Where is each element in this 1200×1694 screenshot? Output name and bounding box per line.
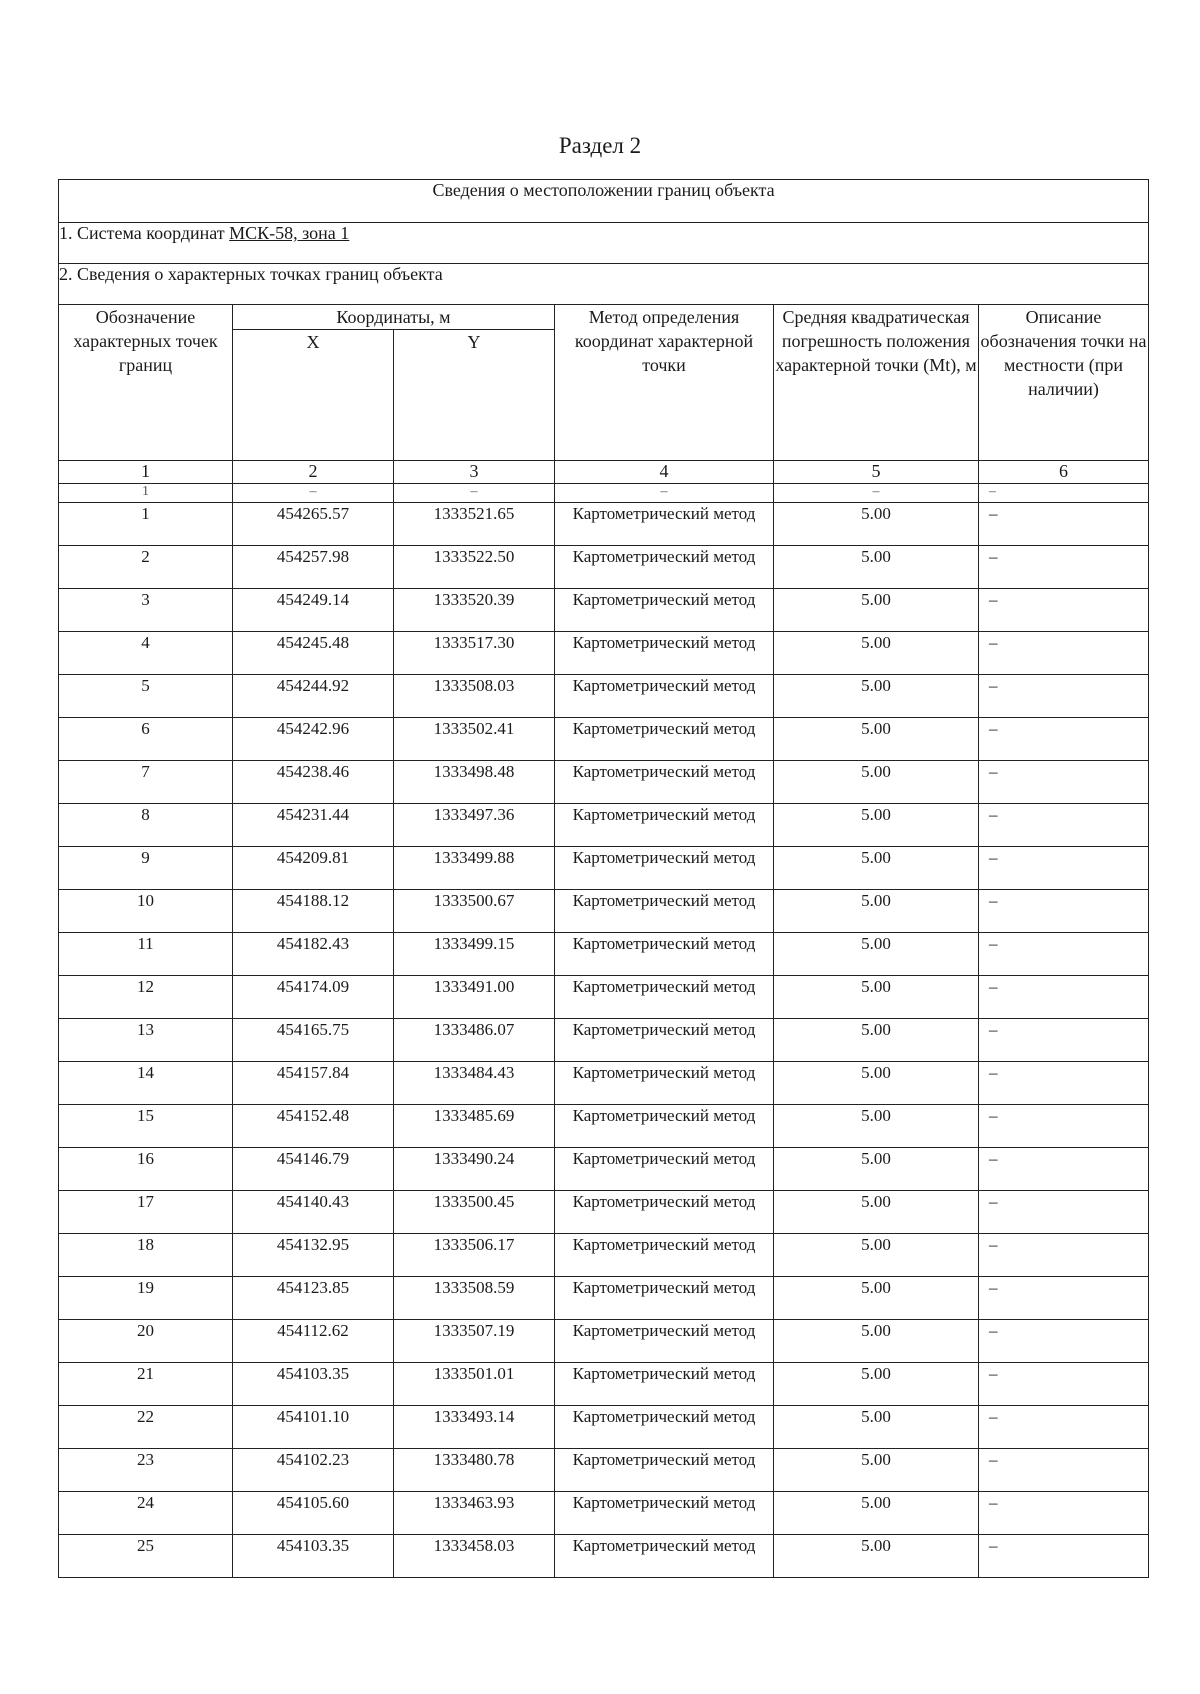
table-row bbox=[59, 632, 1149, 675]
cell-description: – bbox=[979, 1492, 1149, 1535]
cell-error: 5.00 bbox=[774, 890, 979, 933]
cell-error: 5.00 bbox=[774, 1449, 979, 1492]
table-row bbox=[59, 546, 1149, 589]
coordinate-system-value: МСК-58, зона 1 bbox=[229, 223, 350, 243]
cell-description: – bbox=[979, 1234, 1149, 1277]
cell-x: 454249.14 bbox=[233, 589, 394, 632]
cell-point: 13 bbox=[59, 1019, 233, 1062]
section-title: Раздел 2 bbox=[558, 133, 642, 158]
table-row bbox=[59, 1492, 1149, 1535]
table-row bbox=[59, 1406, 1149, 1449]
cell-point: 2 bbox=[59, 546, 233, 589]
cell-error: 5.00 bbox=[774, 632, 979, 675]
cell-y: 1333497.36 bbox=[394, 804, 555, 847]
cell-point: 18 bbox=[59, 1234, 233, 1277]
cell-y: 1333521.65 bbox=[394, 503, 555, 546]
cell-description: – bbox=[979, 1277, 1149, 1320]
column-number: 6 bbox=[979, 461, 1149, 484]
cell-description: – bbox=[979, 847, 1149, 890]
table-row bbox=[59, 1019, 1149, 1062]
cell-method: Картометрический метод bbox=[555, 1320, 774, 1363]
cell-method: Картометрический метод bbox=[555, 847, 774, 890]
cell-description: – bbox=[979, 933, 1149, 976]
table-row bbox=[59, 1535, 1149, 1578]
cell-x: 454174.09 bbox=[233, 976, 394, 1019]
cell-point: 1 bbox=[59, 503, 233, 546]
header-row-top bbox=[59, 305, 1149, 330]
column-number: 2 bbox=[233, 461, 394, 484]
column-number: 3 bbox=[394, 461, 555, 484]
cell-y: 1333517.30 bbox=[394, 632, 555, 675]
cell-x: 454102.23 bbox=[233, 1449, 394, 1492]
cell-x: 454245.48 bbox=[233, 632, 394, 675]
cell-method: Картометрический метод bbox=[555, 1406, 774, 1449]
cell-y: 1333493.14 bbox=[394, 1406, 555, 1449]
cell-point: 24 bbox=[59, 1492, 233, 1535]
cell-y: 1333520.39 bbox=[394, 589, 555, 632]
header-method: Метод определения координат характерной точки bbox=[555, 305, 774, 461]
table-title: Сведения о местоположении границ объекта bbox=[59, 180, 1149, 223]
cell-point: 17 bbox=[59, 1191, 233, 1234]
cell-y: 1333501.01 bbox=[394, 1363, 555, 1406]
cell-description: – bbox=[979, 1363, 1149, 1406]
cell-y: 1333502.41 bbox=[394, 718, 555, 761]
header-coords: Координаты, м bbox=[233, 305, 555, 330]
header-x: X bbox=[233, 330, 394, 461]
cell-point: 14 bbox=[59, 1062, 233, 1105]
table-row bbox=[59, 718, 1149, 761]
dash-cell: – bbox=[394, 484, 555, 503]
cell-method: Картометрический метод bbox=[555, 718, 774, 761]
cell-y: 1333500.45 bbox=[394, 1191, 555, 1234]
cell-description: – bbox=[979, 718, 1149, 761]
cell-point: 9 bbox=[59, 847, 233, 890]
table-row bbox=[59, 804, 1149, 847]
cell-point: 22 bbox=[59, 1406, 233, 1449]
cell-point: 5 bbox=[59, 675, 233, 718]
cell-error: 5.00 bbox=[774, 1105, 979, 1148]
cell-description: – bbox=[979, 1320, 1149, 1363]
cell-point: 20 bbox=[59, 1320, 233, 1363]
table-row bbox=[59, 761, 1149, 804]
cell-y: 1333499.88 bbox=[394, 847, 555, 890]
cell-point: 3 bbox=[59, 589, 233, 632]
cell-x: 454132.95 bbox=[233, 1234, 394, 1277]
cell-method: Картометрический метод bbox=[555, 1277, 774, 1320]
cell-method: Картометрический метод bbox=[555, 890, 774, 933]
table-row bbox=[59, 675, 1149, 718]
points-title-row bbox=[59, 264, 1149, 305]
cell-x: 454265.57 bbox=[233, 503, 394, 546]
table-row bbox=[59, 1105, 1149, 1148]
cell-point: 10 bbox=[59, 890, 233, 933]
cell-method: Картометрический метод bbox=[555, 1492, 774, 1535]
header-error: Средняя квадратическая погрешность положения характерной точки (Mt), м bbox=[774, 305, 979, 461]
cell-x: 454103.35 bbox=[233, 1535, 394, 1578]
column-number: 5 bbox=[774, 461, 979, 484]
cell-x: 454157.84 bbox=[233, 1062, 394, 1105]
table-row bbox=[59, 976, 1149, 1019]
boundary-points-table bbox=[58, 179, 1149, 1578]
cell-method: Картометрический метод bbox=[555, 804, 774, 847]
cell-description: – bbox=[979, 1148, 1149, 1191]
coordinate-system-row bbox=[59, 223, 1149, 264]
cell-description: – bbox=[979, 546, 1149, 589]
dash-cell: – bbox=[774, 484, 979, 503]
dash-cell: – bbox=[979, 484, 1149, 503]
cell-point: 4 bbox=[59, 632, 233, 675]
cell-method: Картометрический метод bbox=[555, 1363, 774, 1406]
cell-error: 5.00 bbox=[774, 1535, 979, 1578]
cell-description: – bbox=[979, 1019, 1149, 1062]
cell-method: Картометрический метод bbox=[555, 1449, 774, 1492]
cell-error: 5.00 bbox=[774, 1406, 979, 1449]
cell-method: Картометрический метод bbox=[555, 675, 774, 718]
cell-point: 21 bbox=[59, 1363, 233, 1406]
cell-description: – bbox=[979, 1406, 1149, 1449]
cell-x: 454238.46 bbox=[233, 761, 394, 804]
cell-method: Картометрический метод bbox=[555, 632, 774, 675]
cell-x: 454188.12 bbox=[233, 890, 394, 933]
header-description: Описание обозначения точки на местности (при наличии) bbox=[979, 305, 1149, 461]
cell-method: Картометрический метод bbox=[555, 546, 774, 589]
cell-y: 1333490.24 bbox=[394, 1148, 555, 1191]
cell-y: 1333500.67 bbox=[394, 890, 555, 933]
cell-error: 5.00 bbox=[774, 976, 979, 1019]
cell-point: 12 bbox=[59, 976, 233, 1019]
cell-y: 1333484.43 bbox=[394, 1062, 555, 1105]
cell-x: 454101.10 bbox=[233, 1406, 394, 1449]
cell-error: 5.00 bbox=[774, 1148, 979, 1191]
cell-method: Картометрический метод bbox=[555, 1105, 774, 1148]
cell-method: Картометрический метод bbox=[555, 761, 774, 804]
cell-y: 1333508.59 bbox=[394, 1277, 555, 1320]
cell-error: 5.00 bbox=[774, 761, 979, 804]
cell-point: 7 bbox=[59, 761, 233, 804]
cell-error: 5.00 bbox=[774, 1191, 979, 1234]
cell-error: 5.00 bbox=[774, 1363, 979, 1406]
table-row bbox=[59, 1449, 1149, 1492]
cell-description: – bbox=[979, 1105, 1149, 1148]
cell-x: 454209.81 bbox=[233, 847, 394, 890]
cell-method: Картометрический метод bbox=[555, 1535, 774, 1578]
header-y: Y bbox=[394, 330, 555, 461]
cell-error: 5.00 bbox=[774, 1234, 979, 1277]
cell-error: 5.00 bbox=[774, 804, 979, 847]
table-row bbox=[59, 1234, 1149, 1277]
cell-method: Картометрический метод bbox=[555, 976, 774, 1019]
points-title: 2. Сведения о характерных точках границ объекта bbox=[59, 264, 1149, 305]
cell-x: 454146.79 bbox=[233, 1148, 394, 1191]
cell-point: 23 bbox=[59, 1449, 233, 1492]
coordinate-system bbox=[59, 223, 1149, 264]
table-row bbox=[59, 1277, 1149, 1320]
cell-description: – bbox=[979, 1062, 1149, 1105]
table-row bbox=[59, 1191, 1149, 1234]
dash-cell: 1 bbox=[59, 484, 233, 503]
cell-y: 1333485.69 bbox=[394, 1105, 555, 1148]
cell-x: 454140.43 bbox=[233, 1191, 394, 1234]
cell-y: 1333522.50 bbox=[394, 546, 555, 589]
cell-description: – bbox=[979, 761, 1149, 804]
cell-y: 1333491.00 bbox=[394, 976, 555, 1019]
cell-description: – bbox=[979, 976, 1149, 1019]
cell-method: Картометрический метод bbox=[555, 503, 774, 546]
cell-description: – bbox=[979, 1449, 1149, 1492]
cell-description: – bbox=[979, 1191, 1149, 1234]
cell-y: 1333499.15 bbox=[394, 933, 555, 976]
cell-method: Картометрический метод bbox=[555, 933, 774, 976]
coordinate-system-label: 1. Система координат bbox=[59, 223, 230, 243]
cell-error: 5.00 bbox=[774, 847, 979, 890]
cell-x: 454103.35 bbox=[233, 1363, 394, 1406]
cell-y: 1333498.48 bbox=[394, 761, 555, 804]
cell-x: 454257.98 bbox=[233, 546, 394, 589]
cell-method: Картометрический метод bbox=[555, 1062, 774, 1105]
cell-y: 1333458.03 bbox=[394, 1535, 555, 1578]
cell-y: 1333508.03 bbox=[394, 675, 555, 718]
cell-x: 454112.62 bbox=[233, 1320, 394, 1363]
cell-point: 16 bbox=[59, 1148, 233, 1191]
cell-point: 25 bbox=[59, 1535, 233, 1578]
cell-method: Картометрический метод bbox=[555, 1148, 774, 1191]
cell-point: 15 bbox=[59, 1105, 233, 1148]
table-row bbox=[59, 890, 1149, 933]
header-designation: Обозначение характерных точек границ bbox=[59, 305, 233, 461]
cell-x: 454182.43 bbox=[233, 933, 394, 976]
cell-error: 5.00 bbox=[774, 718, 979, 761]
cell-error: 5.00 bbox=[774, 1019, 979, 1062]
cell-point: 6 bbox=[59, 718, 233, 761]
cell-y: 1333507.19 bbox=[394, 1320, 555, 1363]
table-row bbox=[59, 933, 1149, 976]
cell-x: 454242.96 bbox=[233, 718, 394, 761]
table-row bbox=[59, 503, 1149, 546]
cell-x: 454244.92 bbox=[233, 675, 394, 718]
cell-y: 1333463.93 bbox=[394, 1492, 555, 1535]
column-number: 4 bbox=[555, 461, 774, 484]
cell-point: 8 bbox=[59, 804, 233, 847]
table-row bbox=[59, 847, 1149, 890]
cell-description: – bbox=[979, 675, 1149, 718]
cell-method: Картометрический метод bbox=[555, 589, 774, 632]
cell-method: Картометрический метод bbox=[555, 1191, 774, 1234]
cell-error: 5.00 bbox=[774, 589, 979, 632]
cell-y: 1333506.17 bbox=[394, 1234, 555, 1277]
cell-y: 1333486.07 bbox=[394, 1019, 555, 1062]
cell-error: 5.00 bbox=[774, 1277, 979, 1320]
cell-point: 11 bbox=[59, 933, 233, 976]
cell-x: 454165.75 bbox=[233, 1019, 394, 1062]
cell-error: 5.00 bbox=[774, 1492, 979, 1535]
cell-method: Картометрический метод bbox=[555, 1019, 774, 1062]
cell-error: 5.00 bbox=[774, 675, 979, 718]
cell-description: – bbox=[979, 804, 1149, 847]
column-number: 1 bbox=[59, 461, 233, 484]
table-row bbox=[59, 1062, 1149, 1105]
cell-x: 454105.60 bbox=[233, 1492, 394, 1535]
cell-x: 454123.85 bbox=[233, 1277, 394, 1320]
cell-description: – bbox=[979, 589, 1149, 632]
cell-description: – bbox=[979, 503, 1149, 546]
table-body bbox=[59, 180, 1149, 1578]
cell-error: 5.00 bbox=[774, 933, 979, 976]
cell-description: – bbox=[979, 890, 1149, 933]
dash-cell: – bbox=[555, 484, 774, 503]
table-row bbox=[59, 589, 1149, 632]
column-number-row bbox=[59, 461, 1149, 484]
cell-point: 19 bbox=[59, 1277, 233, 1320]
cell-description: – bbox=[979, 632, 1149, 675]
cell-error: 5.00 bbox=[774, 1320, 979, 1363]
dash-row bbox=[59, 484, 1149, 503]
cell-error: 5.00 bbox=[774, 503, 979, 546]
cell-description: – bbox=[979, 1535, 1149, 1578]
table-row bbox=[59, 1320, 1149, 1363]
cell-y: 1333480.78 bbox=[394, 1449, 555, 1492]
table-title-row bbox=[59, 180, 1149, 223]
dash-cell: – bbox=[233, 484, 394, 503]
cell-x: 454231.44 bbox=[233, 804, 394, 847]
cell-error: 5.00 bbox=[774, 546, 979, 589]
cell-error: 5.00 bbox=[774, 1062, 979, 1105]
table-row bbox=[59, 1148, 1149, 1191]
table-row bbox=[59, 1363, 1149, 1406]
cell-method: Картометрический метод bbox=[555, 1234, 774, 1277]
cell-x: 454152.48 bbox=[233, 1105, 394, 1148]
